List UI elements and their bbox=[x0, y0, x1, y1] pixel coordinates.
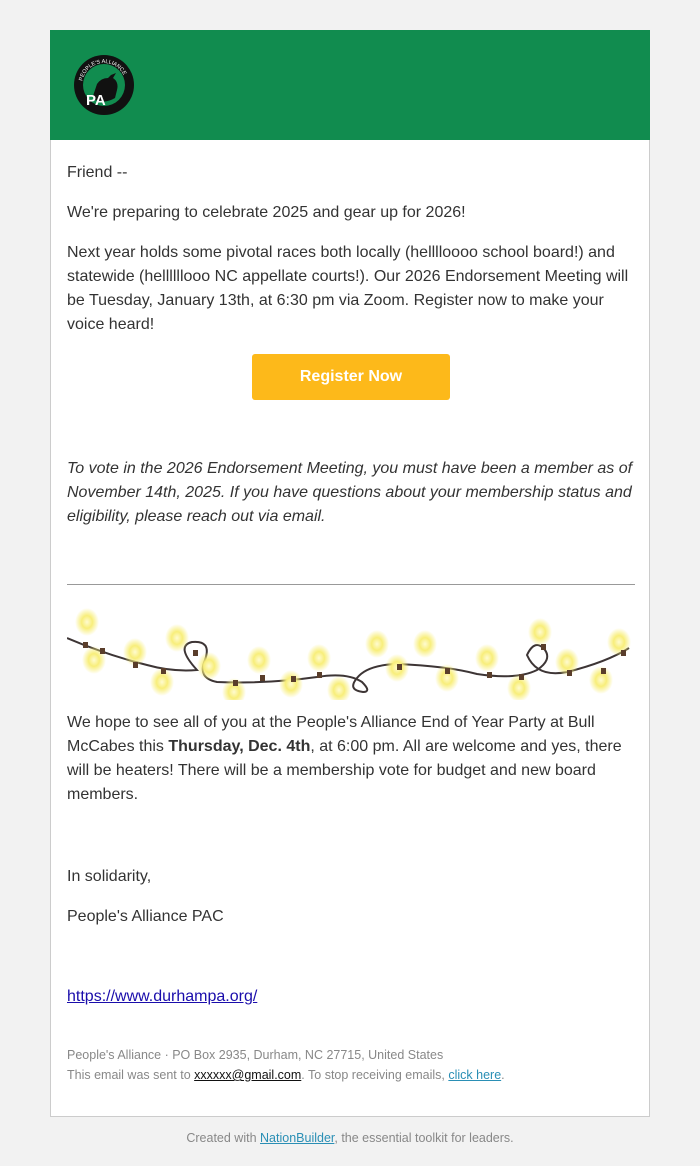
peoples-alliance-logo-icon bbox=[73, 54, 135, 116]
website-link-row bbox=[67, 985, 257, 1009]
email-card bbox=[50, 30, 650, 1117]
footer-address: People's Alliance · PO Box 2935, Durham, NC 27715, United States bbox=[67, 1048, 444, 1062]
footer-sent-line: This email was sent to xxxxxx@gmail.com. To stop receiving emails, click here. bbox=[67, 1068, 505, 1082]
register-now-button[interactable]: Register Now bbox=[252, 354, 450, 400]
greeting: Friend -- bbox=[67, 164, 128, 181]
closing: In solidarity, bbox=[67, 868, 152, 885]
party-date: Thursday, Dec. 4th bbox=[168, 738, 311, 755]
svg-text:PEOPLE'S ALLIANCE: PEOPLE'S ALLIANCE bbox=[78, 58, 128, 82]
signature: People's Alliance PAC bbox=[67, 908, 224, 925]
svg-text:PA: PA bbox=[86, 92, 106, 109]
unsubscribe-link[interactable]: click here bbox=[448, 1068, 502, 1082]
intro-text: We're preparing to celebrate 2025 and gear up for 2026! bbox=[67, 204, 466, 221]
holiday-lights-icon bbox=[67, 600, 635, 700]
recipient-email-link[interactable]: xxxxxx@gmail.com bbox=[194, 1068, 302, 1082]
nationbuilder-link[interactable]: NationBuilder bbox=[260, 1131, 335, 1145]
register-button-row bbox=[67, 354, 635, 400]
nationbuilder-credit: Created with NationBuilder, the essential toolkit for leaders. bbox=[186, 1131, 514, 1145]
email-footer bbox=[67, 1045, 635, 1085]
party-paragraph: We hope to see all of you at the People's Alliance End of Year Party at Bull McCabes this Thursday, Dec. 4th, at 6:00 pm. All are welcome and yes, there will be heaters! There will be a membership vote for budget and new board members. bbox=[67, 714, 622, 803]
email-header bbox=[50, 30, 650, 140]
main-paragraph: Next year holds some pivotal races both locally (helllloooo school board!) and statewide (hellllllooo NC appellate courts!). Our 2026 Endorsement Meeting will be Tuesday, January 13th, at 6:30 pm via Zoom. Register now to make your voice heard! bbox=[67, 244, 629, 333]
divider bbox=[67, 584, 635, 585]
eligibility-note: To vote in the 2026 Endorsement Meeting, you must have been a member as of November 14th, 2025. If you have questions about your membership status and eligibility, please reach out via email. bbox=[67, 460, 633, 525]
website-link[interactable]: https://www.durhampa.org/ bbox=[67, 988, 258, 1005]
